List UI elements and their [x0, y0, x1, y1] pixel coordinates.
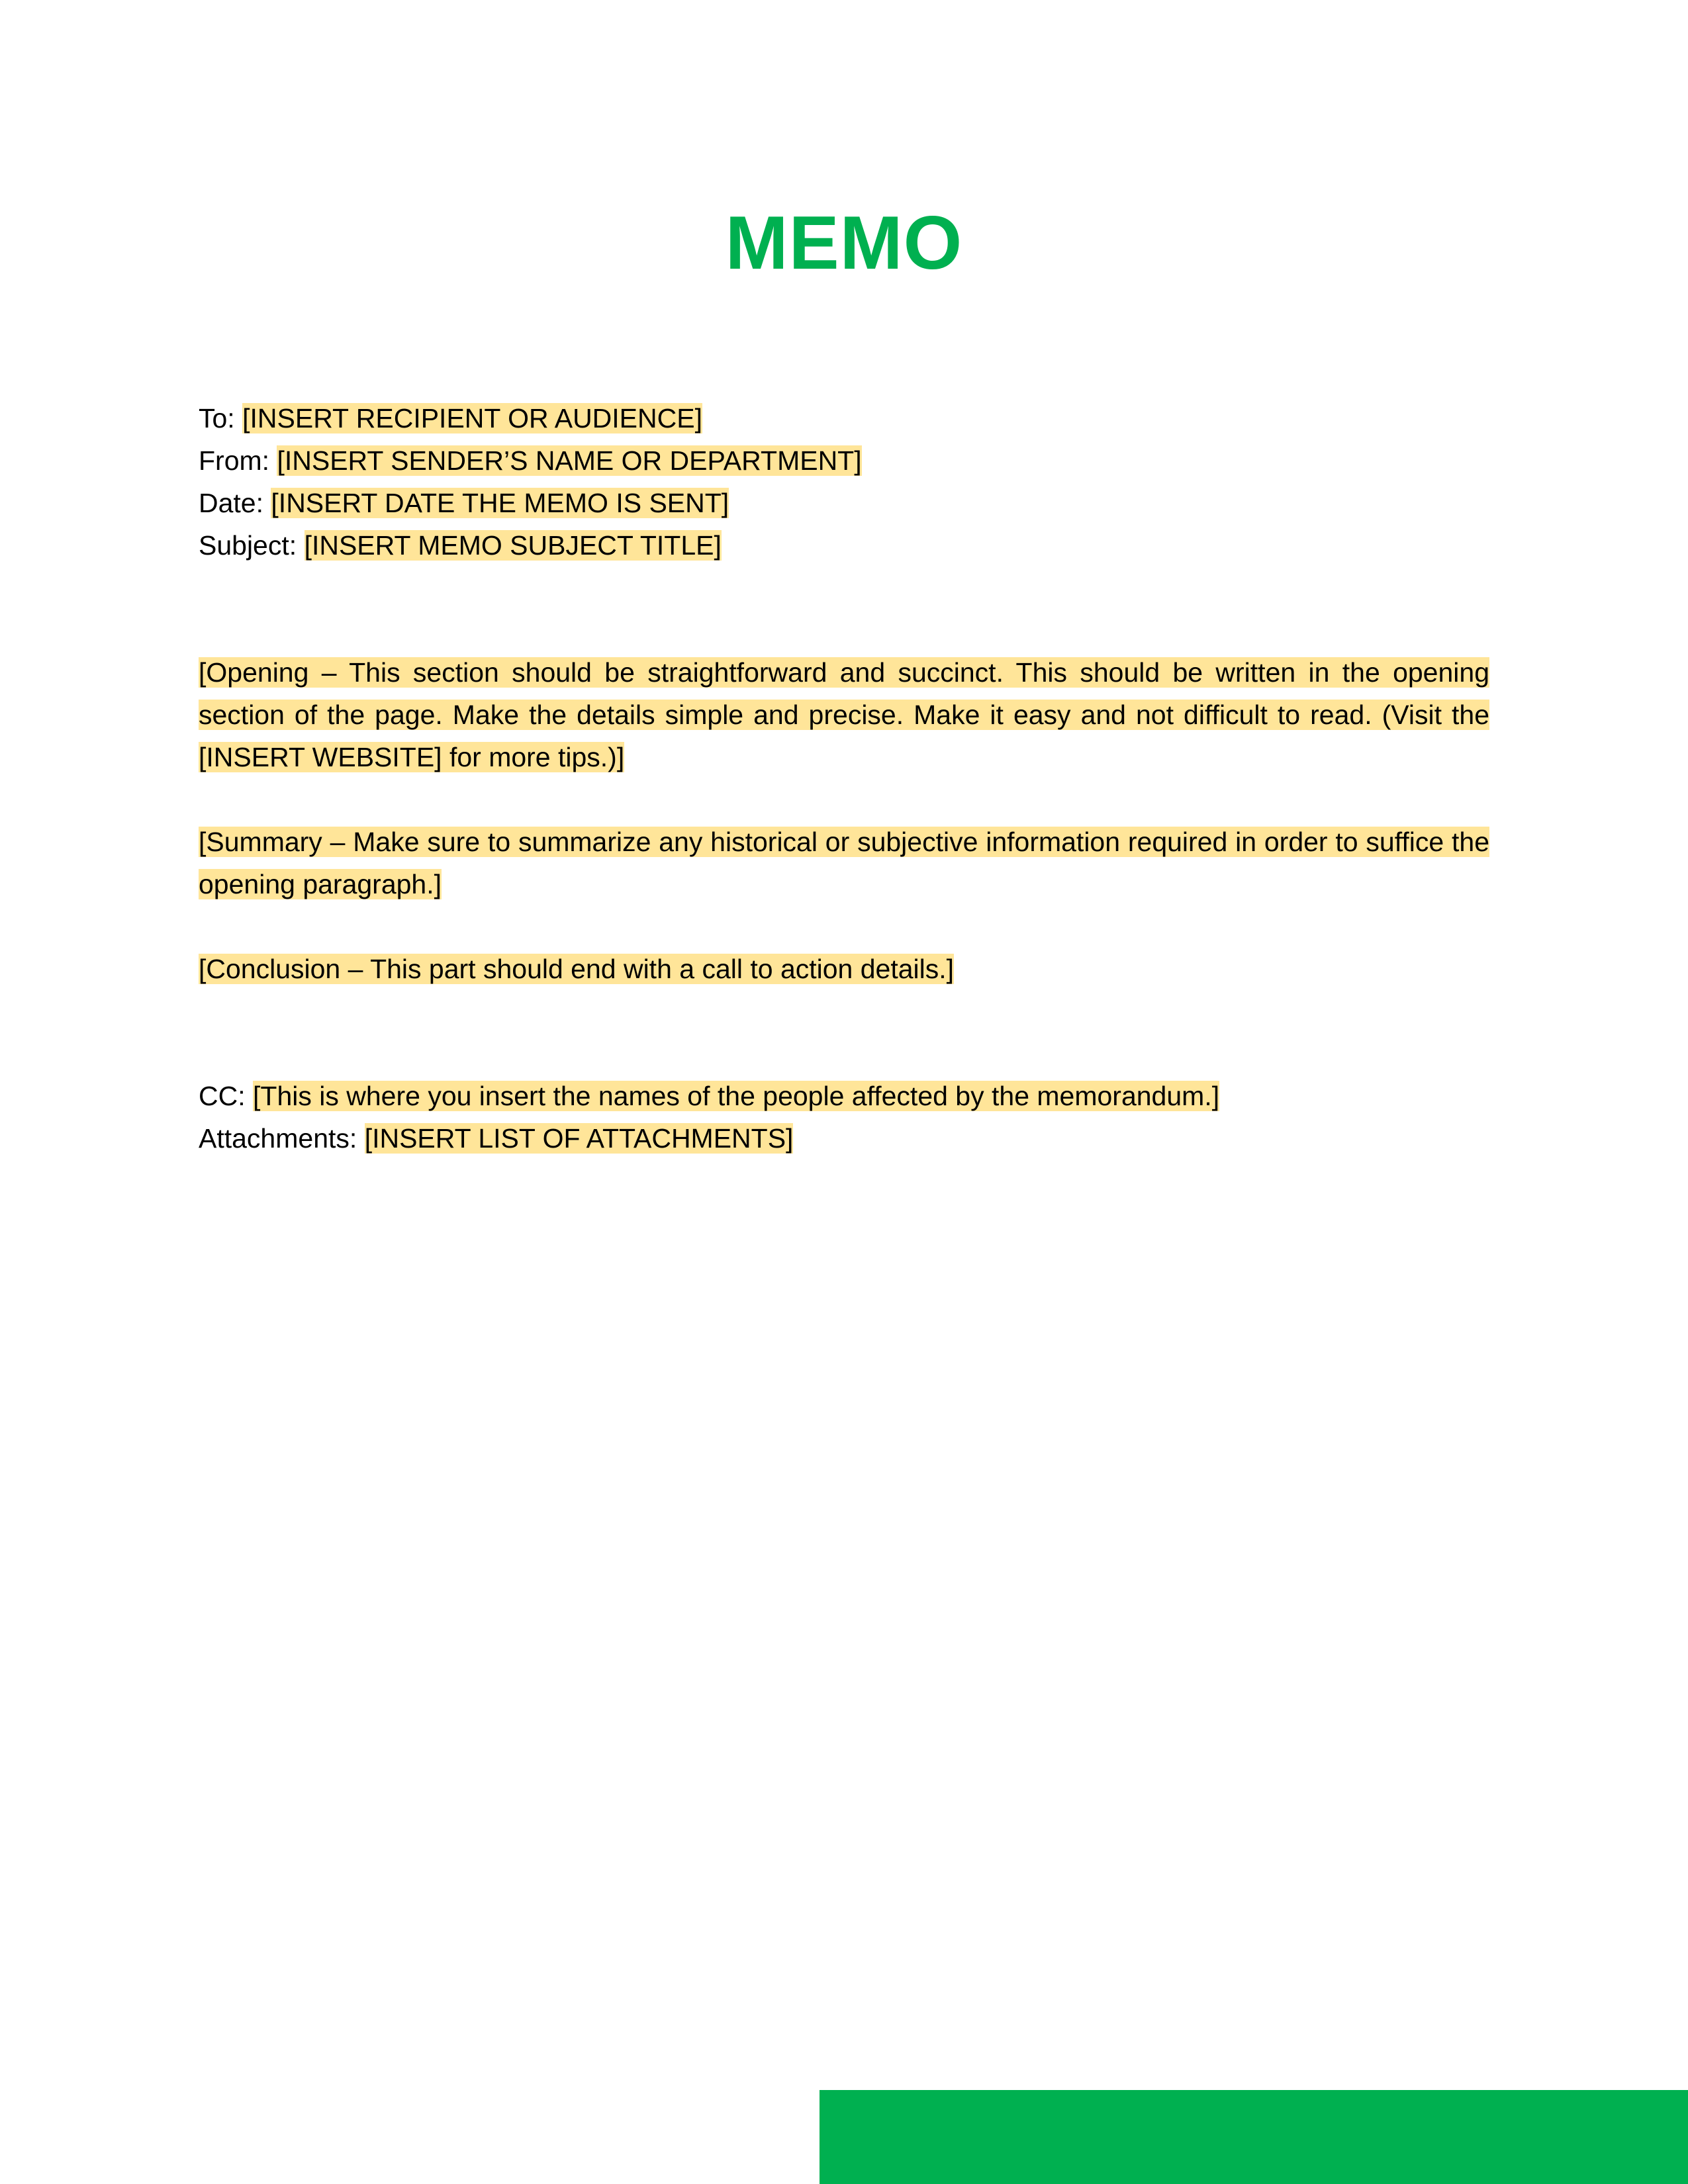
- to-value[interactable]: [INSERT RECIPIENT OR AUDIENCE]: [242, 403, 702, 433]
- attachments-line: [199, 1117, 1489, 1160]
- to-label: To:: [199, 403, 235, 433]
- cc-label: CC:: [199, 1081, 246, 1111]
- opening-text[interactable]: [Opening – This section should be straightforward and succinct. This should be written in the opening section of the page. Make the details simple and precise. Make it easy and not difficult to read. (Visit the [INSERT WEBSITE] for more tips.)]: [199, 657, 1489, 772]
- cc-value[interactable]: [This is where you insert the names of the people affected by the memorandum.]: [253, 1081, 1220, 1111]
- subject-label: Subject:: [199, 530, 297, 561]
- attachments-value[interactable]: [INSERT LIST OF ATTACHMENTS]: [364, 1123, 794, 1154]
- opening-paragraph: [199, 651, 1489, 778]
- conclusion-paragraph: [199, 948, 1489, 990]
- subject-line: [199, 524, 1489, 567]
- summary-text[interactable]: [Summary – Make sure to summarize any historical or subjective information required in order to suffice the opening paragraph.]: [199, 827, 1489, 899]
- from-label: From:: [199, 445, 270, 476]
- spacer: [199, 567, 1489, 651]
- date-label: Date:: [199, 488, 263, 518]
- footer-accent-bar: [820, 2090, 1688, 2184]
- spacer: [199, 990, 1489, 1075]
- conclusion-text[interactable]: [Conclusion – This part should end with a call to action details.]: [199, 954, 955, 984]
- date-line: [199, 482, 1489, 524]
- from-value[interactable]: [INSERT SENDER’S NAME OR DEPARTMENT]: [277, 445, 862, 476]
- spacer: [199, 905, 1489, 948]
- memo-footer-fields: [199, 1075, 1489, 1160]
- spacer: [199, 778, 1489, 821]
- subject-value[interactable]: [INSERT MEMO SUBJECT TITLE]: [304, 530, 722, 561]
- cc-line: [199, 1075, 1489, 1117]
- memo-header: [199, 397, 1489, 567]
- to-line: [199, 397, 1489, 439]
- memo-title: MEMO: [725, 201, 963, 285]
- from-line: [199, 439, 1489, 482]
- summary-paragraph: [199, 821, 1489, 905]
- date-value[interactable]: [INSERT DATE THE MEMO IS SENT]: [271, 488, 729, 518]
- memo-content: [199, 397, 1489, 1160]
- attachments-label: Attachments:: [199, 1123, 357, 1154]
